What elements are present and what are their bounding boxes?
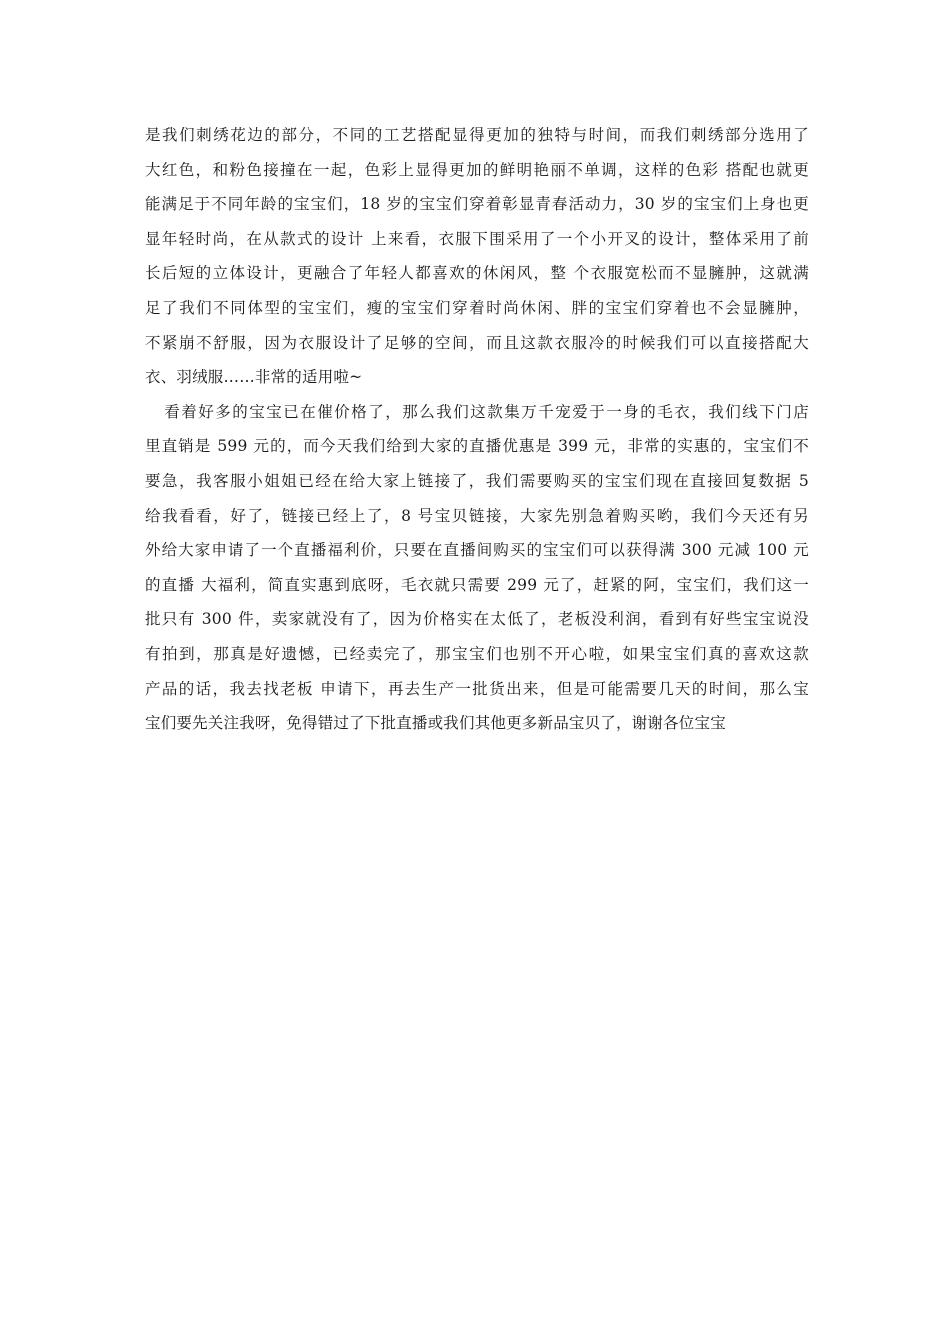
text-line: 给我看看，好了，链接已经上了，8 号宝贝链接，大家先别急着购买哟，我们今天还有另 (145, 506, 809, 525)
text-line: 能满足于不同年龄的宝宝们，18 岁的宝宝们穿着彰显青春活动力，30 岁的宝宝们上身也更 (145, 195, 809, 214)
text-line: 里直销是 599 元的，而今天我们给到大家的直播优惠是 399 元，非常的实惠的，宝宝们不 (145, 437, 809, 456)
text-line: 显年轻时尚，在从款式的设计 上来看，衣服下围采用了一个小开叉的设计，整体采用了前 (145, 229, 809, 248)
text-line: 看着好多的宝宝已在催价格了，那么我们这款集万千宠爱于一身的毛衣，我们线下门店 (145, 402, 809, 421)
text-line: 外给大家申请了一个直播福利价，只要在直播间购买的宝宝们可以获得满 300 元减 100 元 (145, 541, 809, 560)
text-line: 的直播 大福利，简直实惠到底呀，毛衣就只需要 299 元了，赶紧的阿，宝宝们，我们这一 (145, 575, 809, 594)
text-line: 是我们刺绣花边的部分，不同的工艺搭配显得更加的独特与时间，而我们刺绣部分选用了 (145, 126, 809, 144)
text-line: 不紧崩不舒服，因为衣服设计了足够的空间，而且这款衣服冷的时候我们可以直接搭配大 (145, 333, 809, 352)
text-line: 大红色，和粉色接撞在一起，色彩上显得更加的鲜明艳丽不单调，这样的色彩 搭配也就更 (145, 160, 809, 179)
text-line: 批只有 300 件，卖家就没有了，因为价格实在太低了，老板没利润，看到有好些宝宝说没 (145, 610, 809, 629)
document-body (145, 118, 809, 741)
text-line: 衣、羽绒服……非常的适用啦~ (145, 368, 363, 387)
text-line: 产品的话，我去找老板 申请下，再去生产一批货出来，但是可能需要几天的时间，那么宝 (145, 679, 809, 698)
text-line: 足了我们不同体型的宝宝们，瘦的宝宝们穿着时尚休闲、胖的宝宝们穿着也不会显臃肿， (145, 298, 809, 317)
paragraph-1 (145, 118, 809, 395)
text-line: 有拍到，那真是好遗憾，已经卖完了，那宝宝们也别不开心啦，如果宝宝们真的喜欢这款 (145, 644, 809, 663)
paragraph-2 (145, 395, 809, 741)
text-line: 要急，我客服小姐姐已经在给大家上链接了，我们需要购买的宝宝们现在直接回复数据 5 (145, 471, 809, 490)
text-line: 长后短的立体设计，更融合了年轻人都喜欢的休闲风，整 个衣服宽松而不显臃肿，这就满 (145, 264, 809, 283)
text-line: 宝们要先关注我呀，免得错过了下批直播或我们其他更多新品宝贝了，谢谢各位宝宝 (145, 714, 726, 733)
